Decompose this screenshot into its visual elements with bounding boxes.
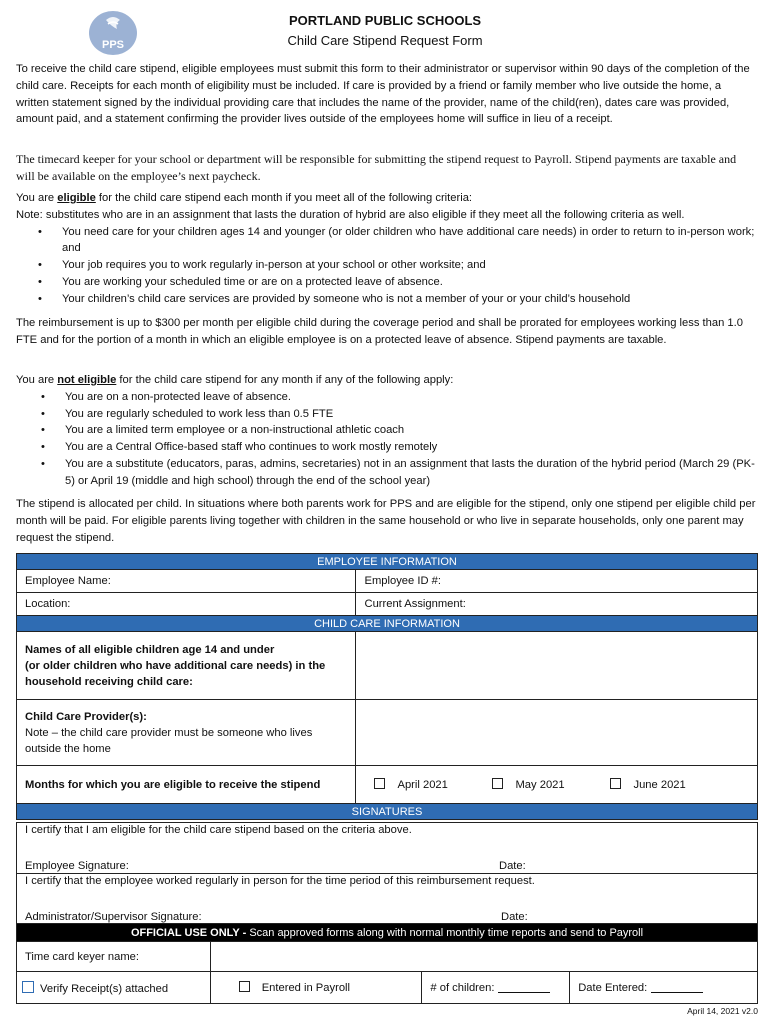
month-option-april[interactable]: April 2021 — [374, 778, 492, 791]
official-use-header: OFFICIAL USE ONLY - Scan approved forms along with normal monthly time reports and send to Payroll — [17, 924, 758, 942]
date-entered-field[interactable]: Date Entered: — [570, 972, 758, 1004]
list-item: • Your job requires you to work regularly in-person at your school or other worksite; and — [62, 257, 756, 274]
admin-date-field[interactable]: Date: — [501, 911, 528, 923]
entered-payroll-option[interactable]: Entered in Payroll — [210, 972, 422, 1004]
list-item: • You are on a non-protected leave of absence. — [65, 389, 756, 406]
employee-name-field[interactable]: Employee Name: — [17, 570, 356, 593]
not-eligible-section: You are not eligible for the child care stipend for any month if any of the following apply: • You are on a non-protected leave of absence. • You are regularly scheduled to work less than 0.5 FTE • You are a limited term employee or a non-instructional athletic coach • You are a Central Office-based staff who continues to work mostly remotely • You are a substitute (educators, paras, admins, secretaries) not in an assignment that lasts the duration of the hybrid period (March 29 (PK-5) or April 19 (middle and high school) through the end of the school year) — [16, 372, 756, 490]
months-options — [356, 766, 758, 804]
employee-id-field[interactable]: Employee ID #: — [356, 570, 758, 593]
current-assignment-field[interactable]: Current Assignment: — [356, 593, 758, 616]
allocation-paragraph: The stipend is allocated per child. In situations where both parents work for PPS and are eligible for the stipend, only one stipend per eligible child per month will be paid. For eligible parents living together with children in the same household or who live in separate households, only one parent may request the stipend. — [16, 498, 756, 544]
footer-version: April 14, 2021 v2.0 — [687, 1006, 758, 1016]
list-item: • Your children’s child care services are provided by someone who is not a member of your or your child’s household — [62, 291, 756, 308]
month-option-may[interactable]: May 2021 — [492, 778, 610, 791]
eligible-section: You are eligible for the child care stipend each month if you meet all of the following criteria: Note: substitutes who are in an assignment that lasts the duration of hybrid are also eligible if they meet all the following criteria as well. • You need care for your children ages 14 and younger (or older children who have additional care needs) in order to return to in-person work; and • Your job requires you to work regularly in-person at your school or other worksite; and • You are working your scheduled time or are on a protected leave of absence. • Your children’s child care services are provided by someone who is not a member of your or your child’s household — [16, 190, 756, 308]
employee-certification: I certify that I am eligible for the child care stipend based on the criteria above. Employee Signature: Date: — [17, 823, 758, 874]
checkbox[interactable] — [374, 778, 385, 789]
list-item: • You are a Central Office-based staff who continues to work mostly remotely — [65, 439, 756, 456]
provider-label: Child Care Provider(s): Note – the child care provider must be someone who lives outside the home — [17, 700, 356, 766]
children-label: Names of all eligible children age 14 and under (or older children who have additional care needs) in the household receiving child care: — [17, 632, 356, 700]
employee-info-header: EMPLOYEE INFORMATION — [17, 554, 758, 570]
list-item: • You need care for your children ages 14 and younger (or older children who have additional care needs) in order to return to in-person work; and — [62, 224, 756, 258]
org-title: PORTLAND PUBLIC SCHOOLS — [288, 13, 482, 28]
checkbox[interactable] — [492, 778, 503, 789]
checkbox[interactable] — [22, 981, 34, 993]
list-item: • You are regularly scheduled to work less than 0.5 FTE — [65, 406, 756, 423]
employee-date-field[interactable]: Date: — [499, 860, 526, 872]
form-title: Child Care Stipend Request Form — [287, 33, 483, 48]
children-names-field[interactable] — [356, 632, 758, 700]
verify-receipts-option[interactable]: Verify Receipt(s) attached — [17, 972, 211, 1004]
month-option-june[interactable]: June 2021 — [610, 778, 728, 791]
intro-paragraph: To receive the child care stipend, eligible employees must submit this form to their administrator or supervisor within 90 days of the completion of the child care. Receipts for each month of eligibility must be included. If care is provided by a friend or family member who live outside the home, a written statement signed by the individual providing care that includes the name of the provider, name of the child(ren), dates care was provided, amount paid, and a statement confirming the provider lives outside of the employees home will suffice in lieu of a receipt. — [16, 63, 750, 126]
list-item: • You are working your scheduled time or are on a protected leave of absence. — [62, 274, 756, 291]
num-children-field[interactable]: # of children: — [422, 972, 570, 1004]
signatures-header: SIGNATURES — [17, 804, 758, 820]
official-use-table — [16, 923, 758, 1004]
eligible-word: eligible — [57, 192, 96, 204]
admin-signature-field[interactable]: Administrator/Supervisor Signature: — [25, 911, 202, 923]
timecard-paragraph: The timecard keeper for your school or department will be responsible for submitting the stipend request to Payroll. Stipend payments are taxable and will be available on the employee’s next paycheck. — [16, 152, 737, 183]
logo-text: PPS — [101, 39, 125, 51]
eligible-note: Note: substitutes who are in an assignment that lasts the duration of hybrid are also eligible if they meet all the following criteria as well. — [16, 208, 685, 221]
timecard-keyer-field[interactable]: Time card keyer name: — [17, 942, 211, 972]
location-field[interactable]: Location: — [17, 593, 356, 616]
list-item: • You are a limited term employee or a non-instructional athletic coach — [65, 422, 756, 439]
timecard-keyer-value[interactable] — [210, 942, 757, 972]
provider-field[interactable] — [356, 700, 758, 766]
employee-signature-field[interactable]: Employee Signature: — [25, 860, 129, 872]
admin-certification: I certify that the employee worked regularly in person for the time period of this reimbursement request. Administrator/Supervisor Signature: Date: — [17, 874, 758, 925]
signatures-table — [16, 822, 758, 925]
form-table — [16, 553, 758, 820]
not-eligible-word: not eligible — [57, 374, 117, 386]
child-care-info-header: CHILD CARE INFORMATION — [17, 616, 758, 632]
list-item: • You are a substitute (educators, paras, admins, secretaries) not in an assignment that lasts the duration of the hybrid period (March 29 (PK-5) or April 19 (middle and high school) through the end of the school year) — [65, 456, 756, 490]
reimbursement-paragraph: The reimbursement is up to $300 per month per eligible child during the coverage period and shall be prorated for employees working less than 1.0 FTE and for the portion of a month in which an eligible employee is on a protected leave of absence. Stipend payments are taxable. — [16, 317, 743, 346]
months-label: Months for which you are eligible to receive the stipend — [17, 766, 356, 804]
checkbox[interactable] — [610, 778, 621, 789]
checkbox[interactable] — [239, 981, 250, 992]
